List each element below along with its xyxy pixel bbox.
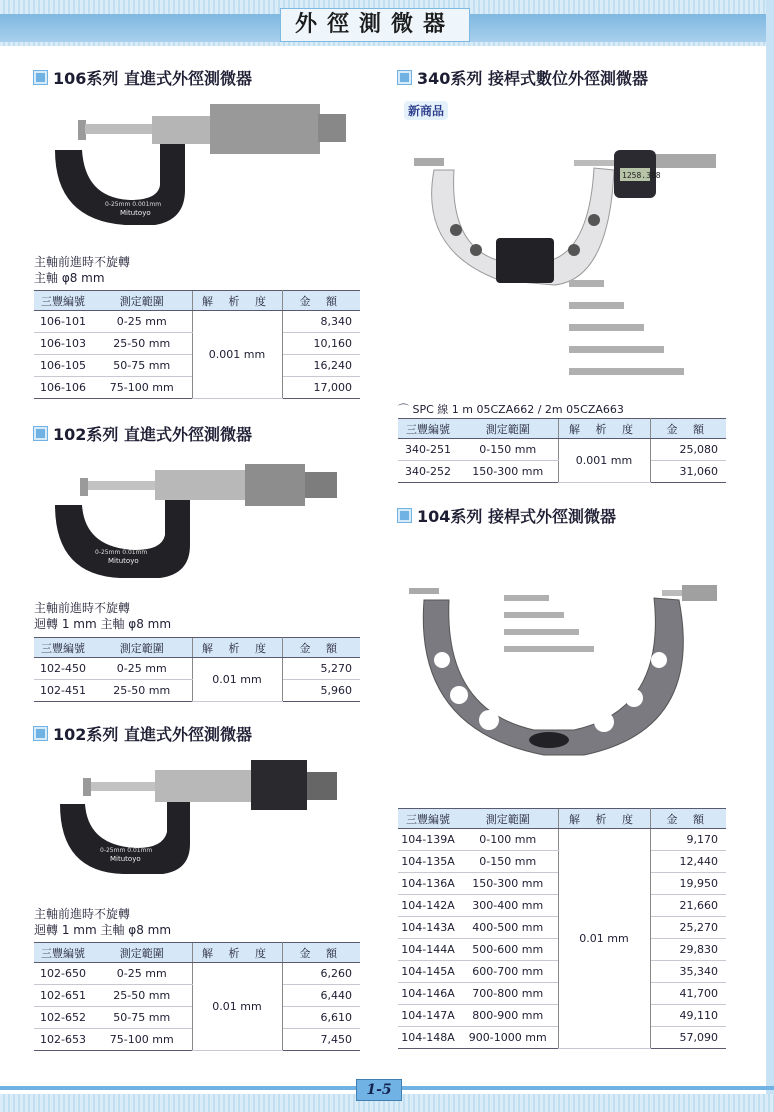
cell-code: 104-143A [398, 917, 458, 939]
cell-range: 800-900 mm [458, 1005, 558, 1027]
table-102a [34, 637, 360, 702]
cell-price: 21,660 [650, 895, 726, 917]
brand-label: Mitutoyo [108, 557, 139, 565]
cell-price: 29,830 [650, 939, 726, 961]
cell-range: 300-400 mm [458, 895, 558, 917]
extension-rod [504, 646, 594, 652]
section-title-102b [34, 722, 252, 745]
cell-range: 0-25 mm [92, 963, 192, 985]
brand-label: Mitutoyo [110, 855, 141, 863]
cell-code: 340-251 [398, 439, 458, 461]
micrometer-106-image [40, 90, 360, 240]
frame-label-plate [529, 732, 569, 748]
frame-label: 0-25mm 0.01mm [100, 847, 153, 854]
cell-range: 75-100 mm [92, 1029, 192, 1051]
cell-code: 340-252 [398, 461, 458, 483]
col-header-range: 測定範圍 [458, 809, 558, 829]
cell-resolution: 0.01 mm [192, 963, 282, 1051]
cell-range: 75-100 mm [92, 377, 192, 399]
cell-code: 102-450 [34, 658, 92, 680]
cell-code: 104-145A [398, 961, 458, 983]
frame-hole [470, 244, 482, 256]
thimble-shape [210, 104, 320, 154]
cell-price: 9,170 [650, 829, 726, 851]
col-header-range: 測定範圍 [92, 638, 192, 658]
page-title: 外徑測微器 [280, 8, 470, 42]
anvil-shape [78, 120, 86, 140]
thimble-shape [656, 154, 716, 168]
cell-price: 41,700 [650, 983, 726, 1005]
col-header-code: 三豐編號 [34, 638, 92, 658]
cell-code: 106-106 [34, 377, 92, 399]
frame-hole [450, 686, 468, 704]
col-header-resolution: 解 析 度 [558, 419, 650, 439]
frame-hole [651, 652, 667, 668]
cell-resolution: 0.01 mm [558, 829, 650, 1049]
cell-code: 104-148A [398, 1027, 458, 1049]
extension-rod [504, 595, 549, 601]
insulator-grip [496, 238, 554, 283]
table-row [398, 439, 726, 461]
cell-resolution: 0.01 mm [192, 658, 282, 702]
cell-resolution: 0.001 mm [192, 311, 282, 399]
section-marker-icon [398, 71, 411, 84]
page-header [0, 0, 774, 46]
cell-range: 150-300 mm [458, 873, 558, 895]
cell-code: 102-650 [34, 963, 92, 985]
frame-hole [450, 224, 462, 236]
micrometer-104-image [404, 580, 734, 770]
cell-range: 500-600 mm [458, 939, 558, 961]
cell-code: 104-139A [398, 829, 458, 851]
extension-rod [569, 324, 644, 331]
extension-rod [569, 302, 624, 309]
cell-price: 57,090 [650, 1027, 726, 1049]
spc-cable-note [398, 401, 624, 417]
col-header-price: 金 額 [650, 419, 726, 439]
section-marker-icon [398, 509, 411, 522]
col-header-resolution: 解 析 度 [558, 809, 650, 829]
cell-code: 104-136A [398, 873, 458, 895]
ratchet-shape [318, 114, 346, 142]
section-title-102a [34, 422, 252, 445]
frame-hole [479, 710, 499, 730]
frame-label: 0-25mm 0.001mm [105, 201, 162, 208]
right-edge-band [766, 0, 774, 1112]
cell-range: 700-800 mm [458, 983, 558, 1005]
cell-resolution: 0.001 mm [558, 439, 650, 483]
table-104 [398, 808, 726, 1049]
cell-code: 106-101 [34, 311, 92, 333]
cell-price: 6,440 [282, 985, 360, 1007]
frame-hole [568, 244, 580, 256]
table-106 [34, 290, 360, 399]
note-line: 主軸 φ8 mm [34, 271, 105, 285]
cell-range: 0-150 mm [458, 439, 558, 461]
thimble-shape [251, 760, 307, 810]
cell-code: 102-652 [34, 1007, 92, 1029]
col-header-code: 三豐編號 [398, 809, 458, 829]
notes-102a [34, 600, 171, 632]
note-line: 主軸前進時不旋轉 [34, 601, 131, 615]
spindle-shape [91, 782, 161, 791]
table-340 [398, 418, 726, 483]
cell-price: 25,080 [650, 439, 726, 461]
frame-hole [594, 712, 614, 732]
section-title-340 [398, 66, 648, 89]
section-title-104 [398, 504, 616, 527]
cell-price: 31,060 [650, 461, 726, 483]
cell-range: 400-500 mm [458, 917, 558, 939]
notes-102b [34, 906, 171, 938]
section-title-text: 106系列 直進式外徑測微器 [53, 69, 252, 88]
anvil-shape [414, 158, 444, 166]
new-product-badge: 新商品 [404, 101, 448, 120]
cell-range: 900-1000 mm [458, 1027, 558, 1049]
col-header-range: 測定範圍 [92, 291, 192, 311]
cell-range: 25-50 mm [92, 680, 192, 702]
micrometer-102b-image [55, 752, 345, 882]
cell-code: 104-142A [398, 895, 458, 917]
table-102b [34, 942, 360, 1051]
anvil-shape [409, 588, 439, 594]
cell-price: 25,270 [650, 917, 726, 939]
extension-rod [569, 346, 664, 353]
cell-price: 6,610 [282, 1007, 360, 1029]
cell-price: 5,270 [282, 658, 360, 680]
section-title-text: 102系列 直進式外徑測微器 [53, 725, 252, 744]
cell-range: 50-75 mm [92, 355, 192, 377]
col-header-price: 金 額 [650, 809, 726, 829]
cell-price: 8,340 [282, 311, 360, 333]
note-line: 主軸前進時不旋轉 [34, 907, 131, 921]
col-header-price: 金 額 [282, 291, 360, 311]
cell-code: 104-144A [398, 939, 458, 961]
cell-range: 25-50 mm [92, 333, 192, 355]
micrometer-340-image [404, 140, 724, 390]
col-header-resolution: 解 析 度 [192, 943, 282, 963]
sleeve-shape [152, 116, 212, 144]
notes-106 [34, 254, 130, 286]
section-title-106 [34, 66, 252, 89]
section-title-text: 102系列 直進式外徑測微器 [53, 425, 252, 444]
sleeve-shape [155, 770, 255, 802]
col-header-range: 測定範圍 [92, 943, 192, 963]
section-marker-icon [34, 727, 47, 740]
table-row [398, 829, 726, 851]
col-header-resolution: 解 析 度 [192, 291, 282, 311]
frame-label: 0-25mm 0.01mm [95, 549, 148, 556]
extension-rod [504, 629, 579, 635]
frame-hole [588, 214, 600, 226]
col-header-range: 測定範圍 [458, 419, 558, 439]
frame-hole [625, 689, 643, 707]
frame-shape [423, 598, 683, 755]
cell-code: 104-147A [398, 1005, 458, 1027]
cell-range: 25-50 mm [92, 985, 192, 1007]
spc-cable-icon: ⌒ [398, 403, 409, 416]
lcd-readout: 1258.388 [622, 171, 661, 180]
ratchet-shape [307, 772, 337, 800]
note-line: 迴轉 1 mm 主軸 φ8 mm [34, 923, 172, 937]
table-row [34, 311, 360, 333]
cell-range: 0-150 mm [458, 851, 558, 873]
cell-price: 5,960 [282, 680, 360, 702]
cell-code: 106-105 [34, 355, 92, 377]
ratchet-shape [305, 472, 337, 498]
table-row [34, 658, 360, 680]
cell-range: 50-75 mm [92, 1007, 192, 1029]
cell-price: 12,440 [650, 851, 726, 873]
page-number: 1-5 [356, 1079, 402, 1101]
col-header-code: 三豐編號 [34, 943, 92, 963]
cell-code: 102-451 [34, 680, 92, 702]
section-marker-icon [34, 71, 47, 84]
col-header-code: 三豐編號 [34, 291, 92, 311]
thimble-shape [245, 464, 305, 506]
cell-code: 106-103 [34, 333, 92, 355]
cell-code: 102-651 [34, 985, 92, 1007]
cell-price: 35,340 [650, 961, 726, 983]
frame-hole [434, 652, 450, 668]
spindle-shape [85, 124, 155, 134]
note-line: 主軸前進時不旋轉 [34, 255, 131, 269]
sleeve-shape [155, 470, 250, 500]
extension-rod [504, 612, 564, 618]
brand-label: Mitutoyo [120, 209, 151, 217]
col-header-price: 金 額 [282, 943, 360, 963]
extension-rod [569, 368, 684, 375]
cell-price: 49,110 [650, 1005, 726, 1027]
cell-range: 0-25 mm [92, 311, 192, 333]
section-title-text: 104系列 接桿式外徑測微器 [417, 507, 616, 526]
micrometer-102a-image [50, 450, 350, 585]
cell-price: 16,240 [282, 355, 360, 377]
cell-range: 150-300 mm [458, 461, 558, 483]
section-title-text: 340系列 接桿式數位外徑測微器 [417, 69, 648, 88]
note-line: 迴轉 1 mm 主軸 φ8 mm [34, 617, 172, 631]
cell-price: 7,450 [282, 1029, 360, 1051]
cell-price: 6,260 [282, 963, 360, 985]
anvil-shape [83, 778, 91, 796]
thimble-shape [682, 585, 717, 601]
spindle-shape [574, 160, 614, 166]
extension-rod [569, 280, 604, 287]
col-header-resolution: 解 析 度 [192, 638, 282, 658]
spc-cable-text: SPC 線 1 m 05CZA662 / 2m 05CZA663 [412, 403, 624, 416]
cell-price: 19,950 [650, 873, 726, 895]
cell-range: 0-100 mm [458, 829, 558, 851]
col-header-code: 三豐編號 [398, 419, 458, 439]
cell-price: 17,000 [282, 377, 360, 399]
cell-range: 0-25 mm [92, 658, 192, 680]
col-header-price: 金 額 [282, 638, 360, 658]
cell-code: 102-653 [34, 1029, 92, 1051]
cell-price: 10,160 [282, 333, 360, 355]
section-marker-icon [34, 427, 47, 440]
spindle-shape [88, 481, 158, 490]
table-row [34, 963, 360, 985]
cell-code: 104-146A [398, 983, 458, 1005]
cell-code: 104-135A [398, 851, 458, 873]
spindle-shape [662, 590, 682, 596]
cell-range: 600-700 mm [458, 961, 558, 983]
anvil-shape [80, 478, 88, 496]
